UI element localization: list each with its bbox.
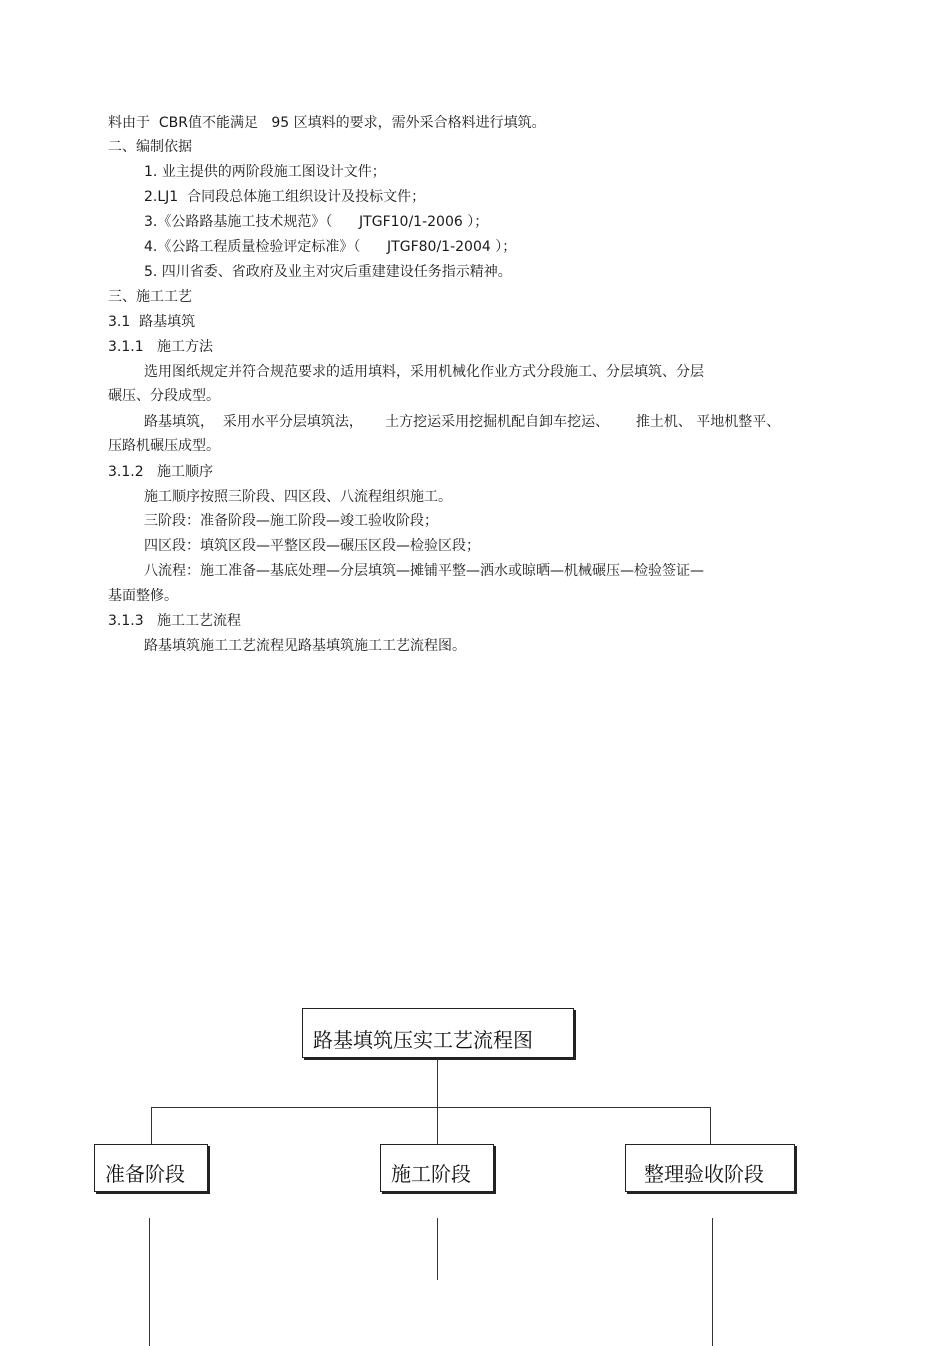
paragraph-line: 三阶段：准备阶段—施工阶段—竣工验收阶段； <box>144 513 438 529</box>
paragraph-line: 路基填筑， 采用水平分层填筑法， 土方挖运采用挖掘机配自卸车挖运、 推土机、 平地机整平、 <box>144 414 781 430</box>
connector-line <box>710 1107 711 1144</box>
connector-line <box>437 1107 438 1144</box>
paragraph-line: 料由于 CBR值不能满足 95 区填料的要求，需外采合格料进行填筑。 <box>108 115 546 131</box>
list-item: 1. 业主提供的两阶段施工图设计文件； <box>144 164 386 180</box>
subsection-heading: 3.1 路基填筑 <box>108 314 196 330</box>
list-item: 5. 四川省委、省政府及业主对灾后重建建设任务指示精神。 <box>144 264 512 280</box>
connector-line <box>151 1107 711 1108</box>
paragraph-line: 碾压、分段成型。 <box>108 388 220 404</box>
stage-label: 整理验收阶段 <box>644 1162 764 1186</box>
stage-box-acceptance <box>625 1144 795 1192</box>
connector-line <box>151 1107 152 1144</box>
paragraph-line: 路基填筑施工工艺流程见路基填筑施工工艺流程图。 <box>144 638 466 654</box>
connector-line <box>149 1218 150 1346</box>
stage-box-prepare <box>94 1144 208 1192</box>
connector-line <box>437 1058 438 1108</box>
list-item: 4.《公路工程质量检验评定标准》（ JTGF80/1-2004 ）； <box>144 239 517 255</box>
stage-label: 施工阶段 <box>391 1162 471 1186</box>
connector-line <box>712 1218 713 1346</box>
list-item: 2.LJ1 合同段总体施工组织设计及投标文件； <box>144 189 426 205</box>
flowchart-title: 路基填筑压实工艺流程图 <box>313 1028 533 1052</box>
paragraph-line: 八流程：施工准备—基底处理—分层填筑—摊铺平整—洒水或晾晒—机械碾压—检验签证— <box>144 563 704 579</box>
subsection-heading: 3.1.1 施工方法 <box>108 339 213 355</box>
flowchart-title-box <box>302 1008 574 1058</box>
paragraph-line: 选用图纸规定并符合规范要求的适用填料，采用机械化作业方式分段施工、分层填筑、分层 <box>144 364 704 380</box>
subsection-heading: 3.1.2 施工顺序 <box>108 464 213 480</box>
section-heading: 三、施工工艺 <box>108 289 192 305</box>
subsection-heading: 3.1.3 施工工艺流程 <box>108 613 241 629</box>
paragraph-line: 施工顺序按照三阶段、四区段、八流程组织施工。 <box>144 489 452 505</box>
section-heading: 二、编制依据 <box>108 139 192 155</box>
connector-line <box>437 1218 438 1280</box>
stage-box-construction <box>380 1144 494 1192</box>
paragraph-line: 基面整修。 <box>108 588 178 604</box>
stage-label: 准备阶段 <box>105 1162 185 1186</box>
list-item: 3.《公路路基施工技术规范》（ JTGF10/1-2006 ）； <box>144 214 489 230</box>
paragraph-line: 四区段：填筑区段—平整区段—碾压区段—检验区段； <box>144 538 480 554</box>
paragraph-line: 压路机碾压成型。 <box>108 438 220 454</box>
